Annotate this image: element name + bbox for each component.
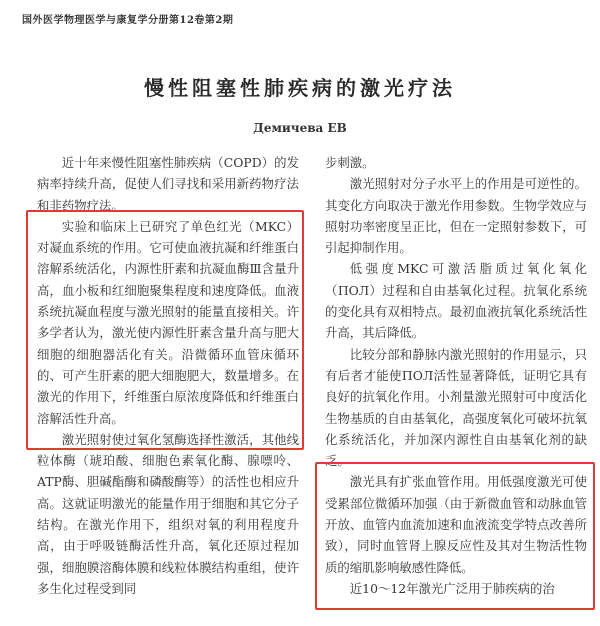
paragraph: 实验和临床上已研究了单色红光（MKC）对凝血系统的作用。它可使血液抗凝和纤维蛋白溶解系统活化，内源性肝素和抗凝血酶Ⅲ含量升高，血小板和红细胞聚集程度和速度降低。血液系统抗凝血程度与激光照射的能量直接相关。许多学者认为，激光使内源性肝素含量升高与肥大细胞的细胞器活化有关。沿微循环血管床循环的、可产生肝素的肥大细胞肥大，数量增多。在激光的作用下，纤维蛋白原浓度降低和纤维蛋白溶解活性升高。 [37,218,299,426]
journal-header: 国外医学物理医学与康复学分册第12卷第2期 [22,15,234,26]
right-column [325,152,587,599]
paragraph: 近10～12年激光广泛用于肺疾病的治 [349,580,555,596]
paragraph: 步刺激。 [325,155,375,170]
paragraph: 低强度MKC可激活脂质过氧化氧化（ПОЛ）过程和自由基氧化过程。抗氧化系统的变化具有双相特点。最初血液抗氧化系统活性升高，其后降低。 [325,261,587,341]
paragraph: 激光照射使过氧化氢酶选择性激活，其他线粒体酶（琥珀酸、细胞色素氧化酶、腺嘌呤、ATP酶、胆碱酯酶和磷酸酶等）的活性也相应升高。这就证明激光的能量作用于细胞和其它分子结构。在激光作用下，组织对氧的利用程度升高，由于呼吸链酶活性升高，氧化还原过程加强，细胞膜溶酶体膜和线粒体膜结构重组，使许多生化过程受到同 [37,431,299,596]
paragraph: 激光照射对分子水平上的作用是可逆性的。其变化方向取决于激光作用参数。生物学效应与照射功率密度呈正比，但在一定照射参数下，可引起抑制作用。 [325,176,587,256]
paragraph: 比较分部和静脉内激光照射的作用显示，只有后者才能使ПОЛ活性显著降低，证明它具有良好的抗氧化作用。小剂量激光照射可中度活化生物基质的自由基氧化，高强度氧化可破坏抗氧化系统活化，并加深内源性自由基氧化剂的缺乏。 [325,346,587,469]
left-column [37,152,299,599]
author-name: Демичева ЕВ [253,121,347,135]
paragraph: 近十年来慢性阻塞性肺疾病（COPD）的发病率持续升高，促使人们寻找和采用新药物疗法和非药物疗法。 [37,155,299,213]
article-title: 慢性阻塞性肺疾病的激光疗法 [144,76,456,100]
paragraph: 激光具有扩张血管作用。用低强度激光可使受累部位微循环加强（由于新微血管和动脉血管开放、血管内血流加速和血液流变学特点改善所致），同时血管肾上腺反应性及其对生物活性物质的缩肌影响敏感性降低。 [325,474,587,575]
